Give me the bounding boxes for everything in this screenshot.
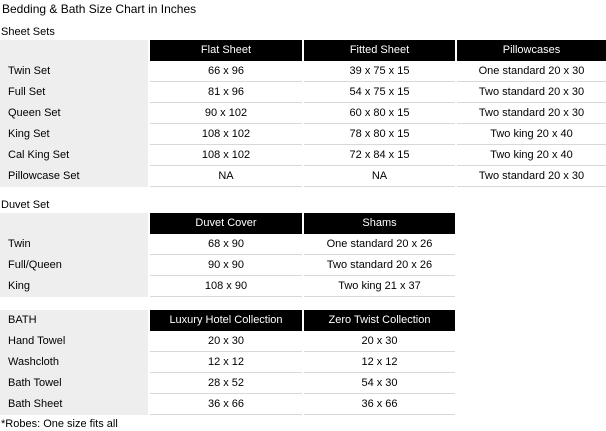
table-corner-cell — [0, 40, 148, 61]
row-label-queen-set: Queen Set — [0, 103, 148, 124]
col-header-pillowcases: Pillowcases — [457, 40, 606, 61]
sheet-sets-table — [0, 40, 606, 187]
section-label-sheet-sets: Sheet Sets — [1, 26, 55, 38]
row-label-hand-towel: Hand Towel — [0, 331, 148, 352]
row-label-twin: Twin — [0, 234, 148, 255]
col-header-bath: BATH — [0, 310, 148, 331]
row-label-cal-king-set: Cal King Set — [0, 145, 148, 166]
row-label-washcloth: Washcloth — [0, 352, 148, 373]
row-label-full-queen: Full/Queen — [0, 255, 148, 276]
row-label-bath-towel: Bath Towel — [0, 373, 148, 394]
data-cell: 28 x 52 — [150, 373, 302, 394]
col-header-flat-sheet: Flat Sheet — [150, 40, 302, 61]
row-label-full-set: Full Set — [0, 82, 148, 103]
data-cell: Two standard 20 x 30 — [457, 82, 606, 103]
data-cell: 20 x 30 — [150, 331, 302, 352]
data-cell: 108 x 102 — [150, 145, 302, 166]
col-header-shams: Shams — [304, 213, 455, 234]
data-cell: Two king 21 x 37 — [304, 276, 455, 297]
data-cell: 12 x 12 — [150, 352, 302, 373]
data-cell: 90 x 102 — [150, 103, 302, 124]
col-header-luxury-hotel-collection: Luxury Hotel Collection — [150, 310, 302, 331]
data-cell: 36 x 66 — [150, 394, 302, 415]
col-header-duvet-cover: Duvet Cover — [150, 213, 302, 234]
data-cell: 78 x 80 x 15 — [304, 124, 455, 145]
data-cell: One standard 20 x 26 — [304, 234, 455, 255]
duvet-set-table — [0, 213, 455, 297]
data-cell: Two king 20 x 40 — [457, 124, 606, 145]
data-cell: Two standard 20 x 30 — [457, 103, 606, 124]
row-label-king-set: King Set — [0, 124, 148, 145]
data-cell: NA — [304, 166, 455, 187]
data-cell: 68 x 90 — [150, 234, 302, 255]
row-label-pillowcase-set: Pillowcase Set — [0, 166, 148, 187]
row-label-bath-sheet: Bath Sheet — [0, 394, 148, 415]
bath-table — [0, 310, 455, 415]
table-corner-cell — [0, 213, 148, 234]
robes-footnote: *Robes: One size fits all — [1, 418, 118, 430]
data-cell: 39 x 75 x 15 — [304, 61, 455, 82]
section-label-duvet-set: Duvet Set — [1, 199, 50, 211]
data-cell: 20 x 30 — [304, 331, 455, 352]
col-header-fitted-sheet: Fitted Sheet — [304, 40, 455, 61]
row-label-twin-set: Twin Set — [0, 61, 148, 82]
data-cell: NA — [150, 166, 302, 187]
data-cell: 60 x 80 x 15 — [304, 103, 455, 124]
data-cell: 36 x 66 — [304, 394, 455, 415]
data-cell: 66 x 96 — [150, 61, 302, 82]
data-cell: 108 x 102 — [150, 124, 302, 145]
data-cell: 54 x 75 x 15 — [304, 82, 455, 103]
data-cell: Two standard 20 x 26 — [304, 255, 455, 276]
data-cell: Two king 20 x 40 — [457, 145, 606, 166]
data-cell: 108 x 90 — [150, 276, 302, 297]
col-header-zero-twist-collection: Zero Twist Collection — [304, 310, 455, 331]
data-cell: 12 x 12 — [304, 352, 455, 373]
data-cell: 81 x 96 — [150, 82, 302, 103]
row-label-king: King — [0, 276, 148, 297]
data-cell: Two standard 20 x 30 — [457, 166, 606, 187]
data-cell: One standard 20 x 30 — [457, 61, 606, 82]
page-title: Bedding & Bath Size Chart in Inches — [2, 2, 197, 16]
data-cell: 72 x 84 x 15 — [304, 145, 455, 166]
data-cell: 54 x 30 — [304, 373, 455, 394]
data-cell: 90 x 90 — [150, 255, 302, 276]
